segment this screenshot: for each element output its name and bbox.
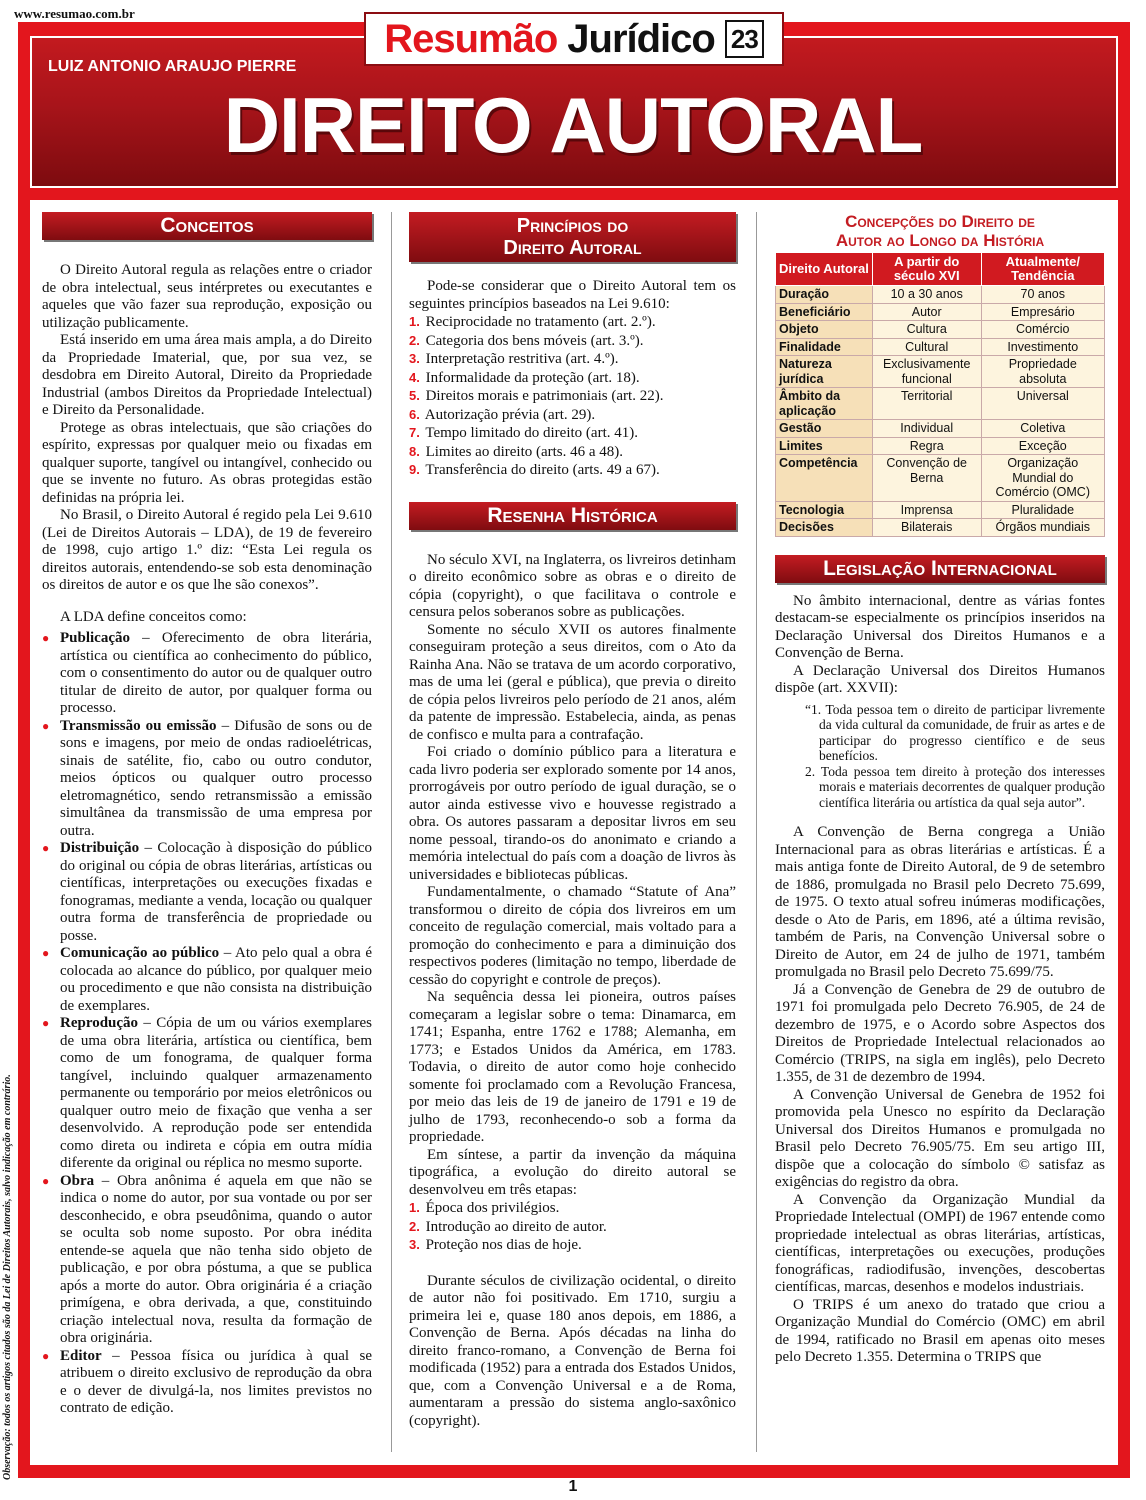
table-row: Objeto Cultura Comércio xyxy=(776,321,1105,339)
list-item: ● Editor – Pessoa física ou jurídica à qual se atribuem o direito exclusivo de reprodução da obra e o dever de divulgá-la, nos limites previstos no contrato de edição. xyxy=(42,1348,372,1418)
list-item: 7. Tempo limitado do direito (art. 41). xyxy=(409,425,638,441)
paragraph: A Convenção Universal de Genebra de 1952 foi promovida pela Unesco no espírito da Declaração Universal dos Direitos Humanos e promulgada no Brasil pelo Decreto 76.905/75. Em seu artigo III, dispõe que a colocação do símbolo © satisfaz as exigências do registro da obra. xyxy=(775,1086,1105,1190)
column-header: A partir do século XVI xyxy=(872,253,981,286)
table-row: Tecnologia Imprensa Pluralidade xyxy=(776,501,1105,519)
issue-number: 23 xyxy=(725,20,764,58)
table-row: Duração 10 a 30 anos 70 anos xyxy=(776,286,1105,304)
list-item: 3. Proteção nos dias de hoje. xyxy=(409,1237,582,1253)
table-title: Concepções do Direito de Autor ao Longo da História xyxy=(835,212,1045,250)
paragraph: No século XVI, na Inglaterra, os livreiros detinham o direito econômico sobre as obras e o direito de cópia (copyright), o que facilitava o controle e censura pelos soberanos sobre as publicações. xyxy=(409,551,736,620)
paragraph: No âmbito internacional, dentre as várias fontes destacam-se especialmente os princípios inseridos na Declaração Universal dos Direitos Humanos e a Convenção de Berna. xyxy=(775,592,1105,661)
table-row: Âmbito da aplicação Territorial Universal xyxy=(776,388,1105,420)
paragraph: Foi criado o domínio público para a literatura e cada livro poderia ser explorado somente por 14 anos, prorrogáveis por outro período de igual duração, se o autor ainda estivesse vivo e houvesse registrado a obra. Os autores passaram a depositar livros em seu nome pessoal, tirando-os do anonimato e criando a memória intelectual do país com a doação de livros às universidades e bibliotecas públicas. xyxy=(409,744,736,883)
brand-name-black: Jurídico xyxy=(567,16,715,61)
section-heading-legislacao: Legislação Internacional xyxy=(775,555,1105,583)
paragraph: O Direito Autoral regula as relações entre o criador de obra intelectual, seus intérpretes ou executantes e aqueles que vão fazer sua reprodução, exposição ou utilização publicamente. xyxy=(42,262,372,331)
page-title: DIREITO AUTORAL xyxy=(223,81,923,169)
table-row: Finalidade Cultural Investimento xyxy=(776,338,1105,356)
declaration-quote: “1. Toda pessoa tem o direito de participar livremente da vida cultural da comunidade, de fruir as artes e de participar do progresso científico e de seus benefícios. 2. Toda pessoa tem direito à proteção dos interesses morais e materiais decorrentes de qualquer produção científica literária ou artística da qual seja autor”. xyxy=(805,701,1105,810)
brand-logo xyxy=(364,12,784,66)
paragraph: A Convenção da Organização Mundial da Propriedade Intelectual (OMPI) de 1967 entende como propriedade intelectual as obras literárias, artísticas, científicas, interpretações ou execuções, produções fonográficas, radiodifusão, invenções, descobertas científicas, marcas, desenhos e modelos industriais. xyxy=(775,1191,1105,1295)
list-item: 3. Interpretação restritiva (art. 4.º). xyxy=(409,351,619,367)
column-header: Atualmente/ Tendência xyxy=(981,253,1104,286)
list-item: ● Transmissão ou emissão – Difusão de sons ou de sons e imagens, por meio de ondas radioelétricas, sinais de satélite, fio, cabo ou outro condutor, meios ópticos ou qualquer outro processo eletromagnético, sendo retransmissão a emissão simultânea da transmissão de uma empresa por outra. xyxy=(42,718,372,841)
list-item: 9. Transferência do direito (arts. 49 a 67). xyxy=(409,462,660,478)
paragraph: A Convenção de Berna congrega a União Internacional para as obras literárias e artísticas. É a mais antiga fonte de Direito Autoral, de 9 de setembro de 1886, promulgada no Brasil pelo Decreto 75.699, de 1975. O texto atual sofreu inúmeras modificações, desde o Ato de Paris, em 1896, até a última revisão, também de Paris, na Convenção Universal sobre o Direito de Autor, em 24 de julho de 1971, também promulgada no Brasil pelo Decreto 75.699/75. xyxy=(775,824,1105,980)
list-item: 5. Direitos morais e patrimoniais (art. 22). xyxy=(409,388,664,404)
column-conceitos xyxy=(42,212,372,1418)
stages-list xyxy=(409,1199,736,1255)
paragraph: O TRIPS é um anexo do tratado que criou a Organização Mundial do Comércio (OMC) em abril de 1994, ratificado no Brasil em apenas oito meses pelo Decreto 1.355. Determina o TRIPS que xyxy=(775,1296,1105,1365)
paragraph: Somente no século XVII os autores finalmente conseguiram proteção a seus direitos, com o Ato da Rainha Ana. Não se tratava de um acordo corporativo, mas de uma lei (geral e pública), que previa o direito de cópia pelos livreiros pelo período de 21 anos, além da patente de impressão. Estabelecia, ainda, as penas de confisco e multa para a contrafação. xyxy=(409,621,736,743)
paragraph: Na sequência dessa lei pioneira, outros países começaram a legislar sobre o tema: Dinamarca, em 1741; Espanha, entre 1762 e 1788; Alemanha, em 1773; e Estados Unidos da América, em 1783. Todavia, o direito de autor como hoje conhecido somente foi proclamado com a Revolução Francesa, por meio das leis de 19 de janeiro de 1791 e 19 de julho de 1793, reconhecendo-o sob a forma da propriedade. xyxy=(409,989,736,1145)
lda-intro: A LDA define conceitos como: xyxy=(60,608,247,625)
list-item: 4. Informalidade da proteção (art. 18). xyxy=(409,369,640,386)
terms-list xyxy=(42,630,372,1418)
table-row: Gestão Individual Coletiva xyxy=(776,420,1105,438)
list-item: ● Publicação – Oferecimento de obra literária, artística ou científica ao conhecimento do público, com o consentimento do autor ou de qualquer outro titular de direito de autor, por qualquer forma ou processo. xyxy=(42,630,372,718)
paragraph: Em síntese, a partir da invenção da máquina tipográfica, a evolução do direito autoral se desenvolveu em três etapas: xyxy=(409,1146,736,1198)
list-item: 6. Autorização prévia (art. 29). xyxy=(409,406,596,423)
concepcoes-table xyxy=(775,252,1105,537)
list-item: 2. Categoria dos bens móveis (art. 3.º). xyxy=(409,332,644,349)
table-row: Limites Regra Exceção xyxy=(776,437,1105,455)
column-divider xyxy=(756,212,757,1452)
column-divider xyxy=(391,212,392,1452)
list-item: ● Distribuição – Colocação à disposição do público do original ou cópia de obras literárias, artísticas ou científicas, interpretações ou execuções fixadas e fonogramas, mediante a venda, locação ou qualquer outra forma de transferência de propriedade ou posse. xyxy=(42,840,372,945)
principles-list xyxy=(409,313,736,480)
list-item: ● Reprodução – Cópia de um ou vários exemplares de uma obra literária, artística ou científica, bem como de um fonograma, de qualquer forma tangível, incluindo qualquer armazenamento permanente ou temporário por meios eletrônicos ou qualquer outro meio de fixação que venha a ser desenvolvido. A reprodução pode ser entendida como direta ou indireta e cópia em outra mídia diferente da original ou réplica no mesmo suporte. xyxy=(42,1015,372,1173)
brand-name-red: Resumão xyxy=(384,16,558,61)
column-principios xyxy=(409,212,736,1430)
list-item: 8. Limites ao direito (arts. 46 a 48). xyxy=(409,443,624,460)
column-legislacao xyxy=(775,212,1105,1367)
paragraph: Protege as obras intelectuais, que são criações do espírito, expressas por qualquer meio ou fixadas em qualquer suporte, tangível ou intangível, conhecido ou que se invente no futuro. As obras protegidas estão definidas na própria lei. xyxy=(42,419,372,506)
table-row: Natureza jurídica Exclusivamente funcional Propriedade absoluta xyxy=(776,356,1105,388)
paragraph: Durante séculos de civilização ocidental, o direito de autor não foi positivado. Em 1710, surgiu a primeira lei e, quase 180 anos depois, em 1886, a Convenção de Berna. Após décadas na linha do direito franco-romano, a Convenção de Berna foi modificada (1952) para a entrada dos Estados Unidos, que, com a Convenção Universal e a de Roma, aumentaram a pressão do sistema anglo-saxônico (copyright). xyxy=(409,1272,736,1429)
list-item: ● Obra – Obra anônima é aquela em que não se indica o nome do autor, por sua vontade ou por ser desconhecido, e obra pseudônima, quando o autor se oculta sob nome suposto. Por obra inédita entende-se aquela que não tenha sido objeto de publicação, e por obra póstuma, a que se publica após a morte do autor. Obra originária é a criação primígena, e obra derivada, a que, constituindo criação intelectual nova, resulta da formação de obra originária. xyxy=(42,1173,372,1348)
site-url: www.resumao.com.br xyxy=(14,6,135,21)
section-heading-principios: Princípios do Direito Autoral xyxy=(409,212,736,262)
list-item: 1. Época dos privilégios. xyxy=(409,1200,560,1216)
page-number: 1 xyxy=(568,1478,578,1495)
list-item: 1. Reciprocidade no tratamento (art. 2.º). xyxy=(409,314,656,330)
section-heading-resenha: Resenha Histórica xyxy=(409,502,736,530)
table-row: Decisões Bilaterais Órgãos mundiais xyxy=(776,519,1105,537)
author-name: LUIZ ANTONIO ARAUJO PIERRE xyxy=(48,58,297,75)
paragraph: No Brasil, o Direito Autoral é regido pela Lei 9.610 (Lei de Direitos Autorais – LDA), de 19 de fevereiro de 1998, cujo artigo 1.º diz: “Esta Lei regula os direitos autorais, entendendo-se sob esta denominação os direitos de autor e os que lhe são conexos”. xyxy=(42,507,372,593)
list-item: 2. Introdução ao direito de autor. xyxy=(409,1218,607,1235)
column-header: Direito Autoral xyxy=(776,253,873,286)
paragraph: Está inserido em uma área mais ampla, a do Direito da Propriedade Imaterial, que, por sua vez, se desdobra em Direito Autoral, Direito da Propriedade Industrial (ambos Direitos da Propriedade Intelectual) e Direito da Personalidade. xyxy=(42,332,372,418)
table-row: Beneficiário Autor Empresário xyxy=(776,303,1105,321)
list-item: ● Comunicação ao público – Ato pelo qual a obra é colocada ao alcance do público, por qualquer meio ou procedimento e que não consista na distribuição de exemplares. xyxy=(42,945,372,1015)
table-header-row xyxy=(776,253,1105,286)
paragraph: Já a Convenção de Genebra de 29 de outubro de 1971 foi promulgada pelo Decreto 76.905, de 24 de dezembro de 1975, e o Acordo sobre Aspectos dos Direitos de Propriedade Intelectual relacionados ao Comércio (TRIPS, na sigla em inglês), pelo Decreto 1.355, de 31 de dezembro de 1994. xyxy=(775,981,1105,1085)
paragraph: A Declaração Universal dos Direitos Humanos dispõe (art. XXVII): xyxy=(775,662,1105,696)
paragraph: Fundamentalmente, o chamado “Statute of Ana” transformou o direito de cópia dos livreiros em um conceito de regulação comercial, mais voltado para a promoção do conhecimento e para a diminuição dos respectivos poderes (limitação no tempo, liberdade de cessão do copyright e controle de preços). xyxy=(409,884,736,988)
section-heading-conceitos: Conceitos xyxy=(42,212,372,240)
paragraph: Pode-se considerar que o Direito Autoral tem os seguintes princípios baseados na Lei 9.610: xyxy=(409,278,736,312)
side-note: Observação: todos os artigos citados são da Lei de Direitos Autorais, salvo indicação em contrário. xyxy=(2,1074,13,1480)
table-row: Competência Convenção de Berna Organização Mundial do Comércio (OMC) xyxy=(776,455,1105,502)
